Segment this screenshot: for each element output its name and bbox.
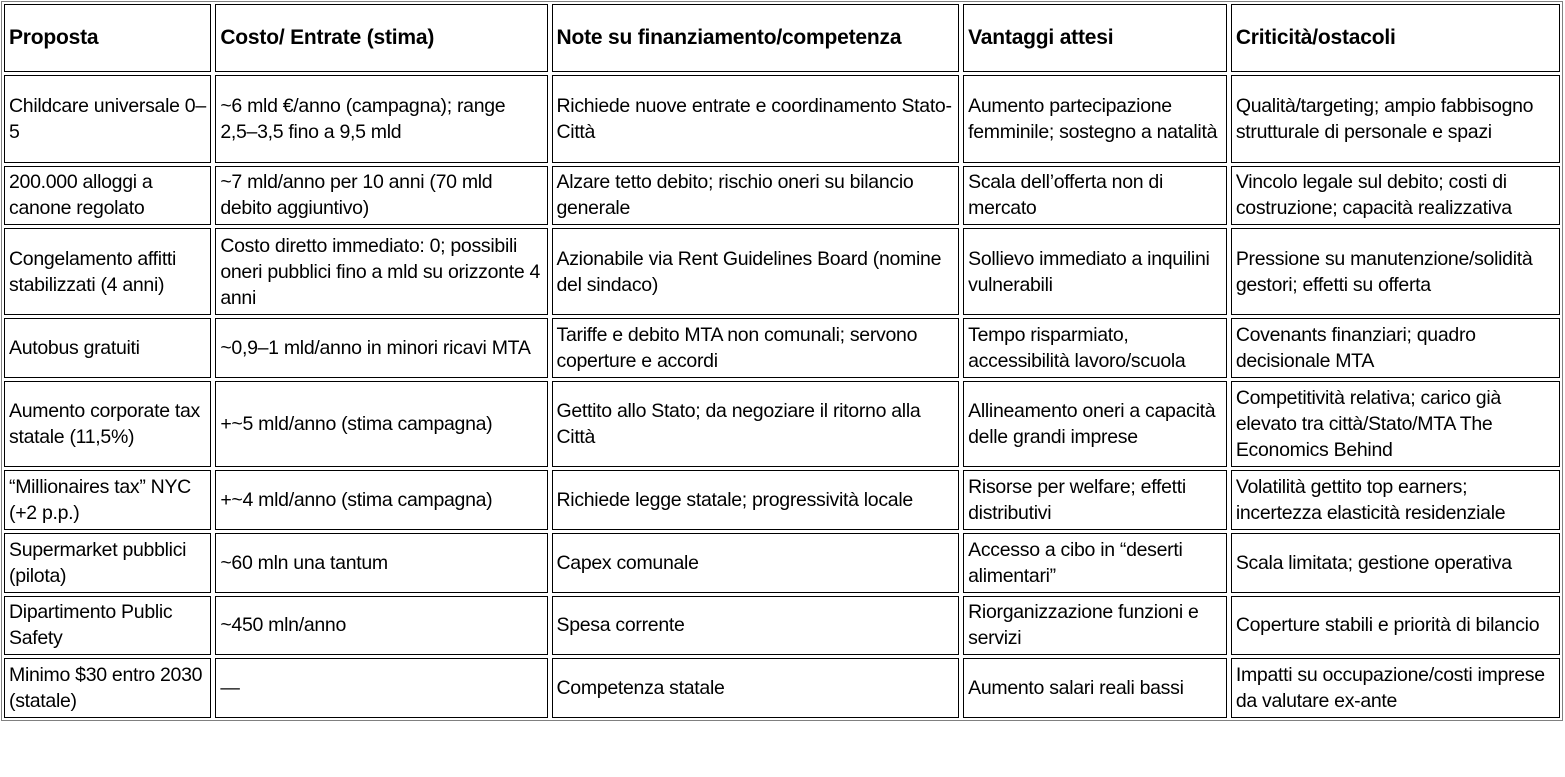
cell-costo: Costo diretto immediato: 0; possibili oneri pubblici fino a mld su orizzonte 4 anni <box>215 228 547 315</box>
cell-proposta: Childcare universale 0–5 <box>4 75 211 163</box>
cell-note: Competenza statale <box>552 658 960 718</box>
cell-proposta: Aumento corporate tax statale (11,5%) <box>4 381 211 468</box>
table-row <box>4 470 1560 530</box>
table-row <box>4 533 1560 593</box>
table-row <box>4 596 1560 656</box>
cell-criticita: Volatilità gettito top earners; incertezza elasticità residenziale <box>1231 470 1560 530</box>
cell-criticita: Pressione su manutenzione/solidità gestori; effetti su offerta <box>1231 228 1560 315</box>
cell-proposta: 200.000 alloggi a canone regolato <box>4 166 211 226</box>
cell-vantaggi: Tempo risparmiato, accessibilità lavoro/scuola <box>963 318 1227 378</box>
cell-costo: — <box>215 658 547 718</box>
cell-vantaggi: Sollievo immediato a inquilini vulnerabili <box>963 228 1227 315</box>
header-proposta: Proposta <box>4 4 211 72</box>
cell-vantaggi: Risorse per welfare; effetti distributivi <box>963 470 1227 530</box>
policy-table <box>0 1 1564 721</box>
header-note-finanziamento: Note su finanziamento/competenza <box>552 4 960 72</box>
cell-proposta: Autobus gratuiti <box>4 318 211 378</box>
table-row <box>4 381 1560 468</box>
cell-criticita: Coperture stabili e priorità di bilancio <box>1231 596 1560 656</box>
cell-note: Richiede nuove entrate e coordinamento Stato-Città <box>552 75 960 163</box>
cell-costo: ~0,9–1 mld/anno in minori ricavi MTA <box>215 318 547 378</box>
cell-criticita: Covenants finanziari; quadro decisionale MTA <box>1231 318 1560 378</box>
cell-costo: +~5 mld/anno (stima campagna) <box>215 381 547 468</box>
cell-note: Gettito allo Stato; da negoziare il ritorno alla Città <box>552 381 960 468</box>
cell-proposta: Minimo $30 entro 2030 (statale) <box>4 658 211 718</box>
table-row <box>4 75 1560 163</box>
cell-proposta: Supermarket pubblici (pilota) <box>4 533 211 593</box>
cell-note: Richiede legge statale; progressività locale <box>552 470 960 530</box>
header-criticita: Criticità/ostacoli <box>1231 4 1560 72</box>
cell-criticita: Competitività relativa; carico già elevato tra città/Stato/MTA The Economics Behind <box>1231 381 1560 468</box>
cell-note: Spesa corrente <box>552 596 960 656</box>
cell-costo: ~6 mld €/anno (campagna); range 2,5–3,5 fino a 9,5 mld <box>215 75 547 163</box>
cell-vantaggi: Accesso a cibo in “deserti alimentari” <box>963 533 1227 593</box>
cell-criticita: Qualità/targeting; ampio fabbisogno strutturale di personale e spazi <box>1231 75 1560 163</box>
table-row <box>4 166 1560 226</box>
cell-note: Azionabile via Rent Guidelines Board (nomine del sindaco) <box>552 228 960 315</box>
cell-note: Tariffe e debito MTA non comunali; servono coperture e accordi <box>552 318 960 378</box>
cell-costo: +~4 mld/anno (stima campagna) <box>215 470 547 530</box>
cell-proposta: Dipartimento Public Safety <box>4 596 211 656</box>
cell-vantaggi: Aumento partecipazione femminile; sostegno a natalità <box>963 75 1227 163</box>
cell-proposta: “Millionaires tax” NYC (+2 p.p.) <box>4 470 211 530</box>
cell-vantaggi: Aumento salari reali bassi <box>963 658 1227 718</box>
table-row <box>4 228 1560 315</box>
cell-costo: ~450 mln/anno <box>215 596 547 656</box>
cell-criticita: Scala limitata; gestione operativa <box>1231 533 1560 593</box>
header-vantaggi: Vantaggi attesi <box>963 4 1227 72</box>
table-row <box>4 658 1560 718</box>
cell-note: Alzare tetto debito; rischio oneri su bilancio generale <box>552 166 960 226</box>
cell-vantaggi: Allineamento oneri a capacità delle grandi imprese <box>963 381 1227 468</box>
cell-vantaggi: Riorganizzazione funzioni e servizi <box>963 596 1227 656</box>
cell-costo: ~7 mld/anno per 10 anni (70 mld debito aggiuntivo) <box>215 166 547 226</box>
cell-proposta: Congelamento affitti stabilizzati (4 anni) <box>4 228 211 315</box>
cell-vantaggi: Scala dell’offerta non di mercato <box>963 166 1227 226</box>
cell-criticita: Vincolo legale sul debito; costi di costruzione; capacità realizzativa <box>1231 166 1560 226</box>
cell-note: Capex comunale <box>552 533 960 593</box>
policy-table-container <box>1 1 1563 721</box>
cell-criticita: Impatti su occupazione/costi imprese da valutare ex-ante <box>1231 658 1560 718</box>
header-costo-entrate: Costo/ Entrate (stima) <box>215 4 547 72</box>
table-header-row <box>4 4 1560 72</box>
table-row <box>4 318 1560 378</box>
cell-costo: ~60 mln una tantum <box>215 533 547 593</box>
